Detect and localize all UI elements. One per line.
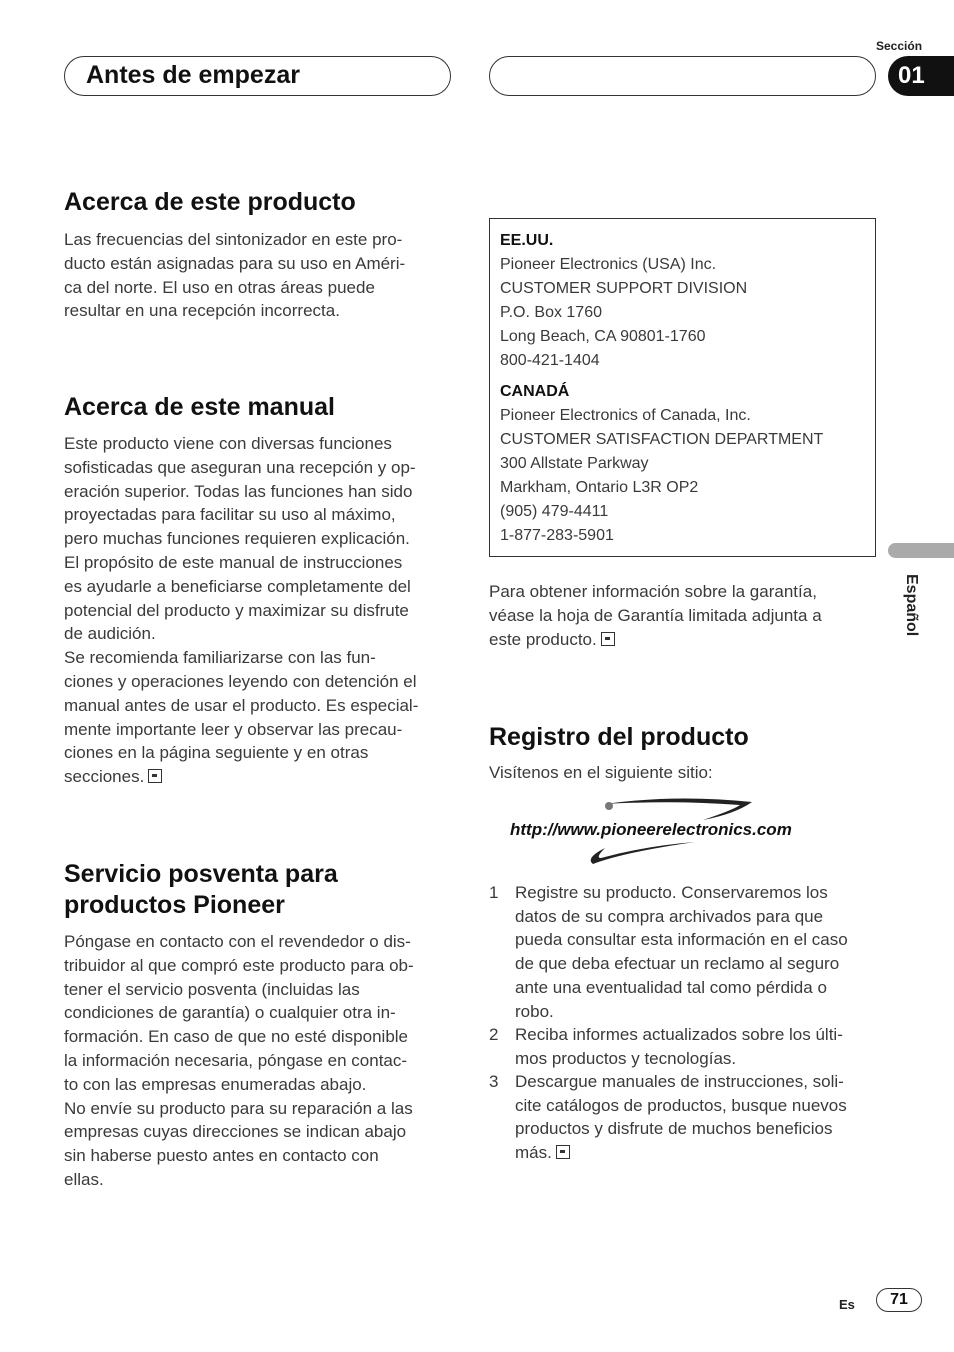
paragraph-about-product	[64, 228, 454, 323]
text-line: robo.	[515, 1001, 554, 1021]
end-mark-icon	[601, 632, 615, 646]
contact-line: Pioneer Electronics (USA) Inc.	[500, 256, 717, 273]
contact-address-box	[489, 218, 876, 557]
contact-line: Markham, Ontario L3R OP2	[500, 479, 699, 496]
text-line: ellas.	[64, 1169, 104, 1189]
spacer	[500, 373, 865, 380]
text-line: de audición.	[64, 624, 156, 644]
paragraph-about-manual	[64, 432, 456, 789]
footer-language-code: Es	[839, 1297, 855, 1312]
text-line: sin haberse puesto antes en contacto con	[64, 1146, 379, 1166]
text-line: pueda consultar esta información en el caso	[515, 930, 848, 950]
text-line: resultar en una recepción incorrecta.	[64, 301, 340, 321]
text-line: Reciba informes actualizados sobre los últi-	[515, 1025, 843, 1044]
header-blank-frame	[489, 56, 876, 96]
text-line: ca del norte. El uso en otras áreas puede	[64, 277, 375, 297]
language-label: Español	[903, 574, 920, 637]
contact-heading-canada: CANADÁ	[500, 383, 570, 400]
text-line	[489, 628, 879, 652]
text-line: productos y disfrute de muchos beneficios	[515, 1119, 833, 1139]
text-line: Póngase en contacto con el revendedor o dis-	[64, 932, 411, 951]
text-line: cite catálogos de productos, busque nuevos	[515, 1095, 847, 1115]
list-item-number: 3	[489, 1072, 499, 1091]
paragraph-warranty	[489, 580, 879, 651]
contact-line: P.O. Box 1760	[500, 304, 602, 321]
text-line: Se recomienda familiarizarse con las fun-	[64, 648, 376, 668]
list-item-number: 2	[489, 1025, 499, 1044]
text-line: manual antes de usar el producto. Es especial-	[64, 695, 419, 715]
text-line: de que deba efectuar un reclamo al seguro	[515, 954, 840, 974]
list-item	[489, 1023, 869, 1070]
text-line: empresas cuyas direcciones se indican abajo	[64, 1122, 407, 1142]
list-item	[489, 1070, 869, 1165]
text-line: es ayudarle a beneficiarse completamente del	[64, 576, 411, 596]
heading-about-product: Acerca de este producto	[64, 188, 356, 216]
contact-line: CUSTOMER SATISFACTION DEPARTMENT	[500, 431, 824, 448]
text-line: Este producto viene con diversas funciones	[64, 434, 392, 453]
text-line: El propósito de este manual de instrucciones	[64, 552, 403, 572]
language-tab	[888, 543, 954, 558]
end-mark-icon	[148, 769, 162, 783]
text-line: véase la hoja de Garantía limitada adjunta a	[489, 605, 822, 625]
text-line: ante una eventualidad tal como pérdida o	[515, 977, 827, 997]
text-line: condiciones de garantía) o cualquier otra in-	[64, 1003, 396, 1023]
section-label: Sección	[876, 39, 923, 53]
contact-line: CUSTOMER SUPPORT DIVISION	[500, 280, 748, 297]
text-line: formación. En caso de que no esté disponible	[64, 1027, 409, 1047]
heading-after-sales-service	[64, 859, 338, 921]
text-line: sofisticadas que aseguran una recepción y op-	[64, 457, 416, 477]
text-line: Registre su producto. Conservaremos los	[515, 883, 828, 902]
text-line: ciones y operaciones leyendo con detención el	[64, 671, 417, 691]
section-number-badge: 01	[888, 56, 954, 96]
text-line: potencial del producto y maximizar su disfrute	[64, 600, 409, 620]
text-line: No envíe su producto para su reparación a las	[64, 1098, 413, 1118]
text-line-content: este producto.	[489, 629, 597, 649]
list-item-text	[515, 1070, 869, 1165]
contact-heading-usa: EE.UU.	[500, 232, 554, 249]
text-line: mos productos y tecnologías.	[515, 1048, 737, 1068]
text-line: to con las empresas enumeradas abajo.	[64, 1074, 367, 1094]
text-line: tener el servicio posventa (incluidas las	[64, 979, 360, 999]
heading-line: Servicio posventa para	[64, 860, 338, 888]
text-line: mente importante leer y observar las precau-	[64, 719, 403, 739]
contact-line: Long Beach, CA 90801-1760	[500, 328, 706, 345]
text-line: la información necesaria, póngase en contac-	[64, 1050, 408, 1070]
list-item-number: 1	[489, 883, 499, 902]
text-line: Para obtener información sobre la garantía,	[489, 582, 817, 601]
text-line-content: más.	[515, 1143, 552, 1163]
text-line	[515, 1141, 869, 1165]
chapter-title: Antes de empezar	[86, 61, 300, 89]
text-line: ducto están asignadas para su uso en Améri-	[64, 253, 406, 273]
text-line: Descargue manuales de instrucciones, soli-	[515, 1072, 844, 1091]
contact-line: (905) 479-4411	[500, 503, 609, 520]
list-item-text	[515, 1023, 869, 1070]
paragraph-after-sales-service	[64, 930, 456, 1192]
registration-intro: Visítenos en el siguiente sitio:	[489, 763, 713, 782]
contact-line: 800-421-1404	[500, 352, 600, 369]
heading-product-registration: Registro del producto	[489, 723, 749, 751]
text-line: proyectadas para facilitar su uso al máximo,	[64, 505, 396, 525]
page-number: 71	[876, 1288, 922, 1312]
contact-line: 1-877-283-5901	[500, 527, 614, 544]
text-line: tribuidor al que compró este producto para ob-	[64, 955, 414, 975]
text-line-content: secciones.	[64, 767, 145, 787]
contact-line: 300 Allstate Parkway	[500, 455, 649, 472]
text-line: pero muchas funciones requieren explicación.	[64, 529, 410, 549]
registration-url-link[interactable]: http://www.pioneerelectronics.com	[510, 820, 792, 839]
list-item-text	[515, 881, 869, 1023]
text-line: Las frecuencias del sintonizador en este pro-	[64, 230, 403, 249]
text-line: ciones en la página seguiente y en otras	[64, 743, 369, 763]
list-item	[489, 881, 869, 1023]
text-line: datos de su compra archivados para que	[515, 906, 824, 926]
heading-line: productos Pioneer	[64, 891, 285, 919]
contact-line: Pioneer Electronics of Canada, Inc.	[500, 407, 751, 424]
text-line	[64, 765, 456, 789]
heading-about-manual: Acerca de este manual	[64, 393, 335, 421]
end-mark-icon	[556, 1145, 570, 1159]
text-line: eración superior. Todas las funciones han sido	[64, 481, 413, 501]
